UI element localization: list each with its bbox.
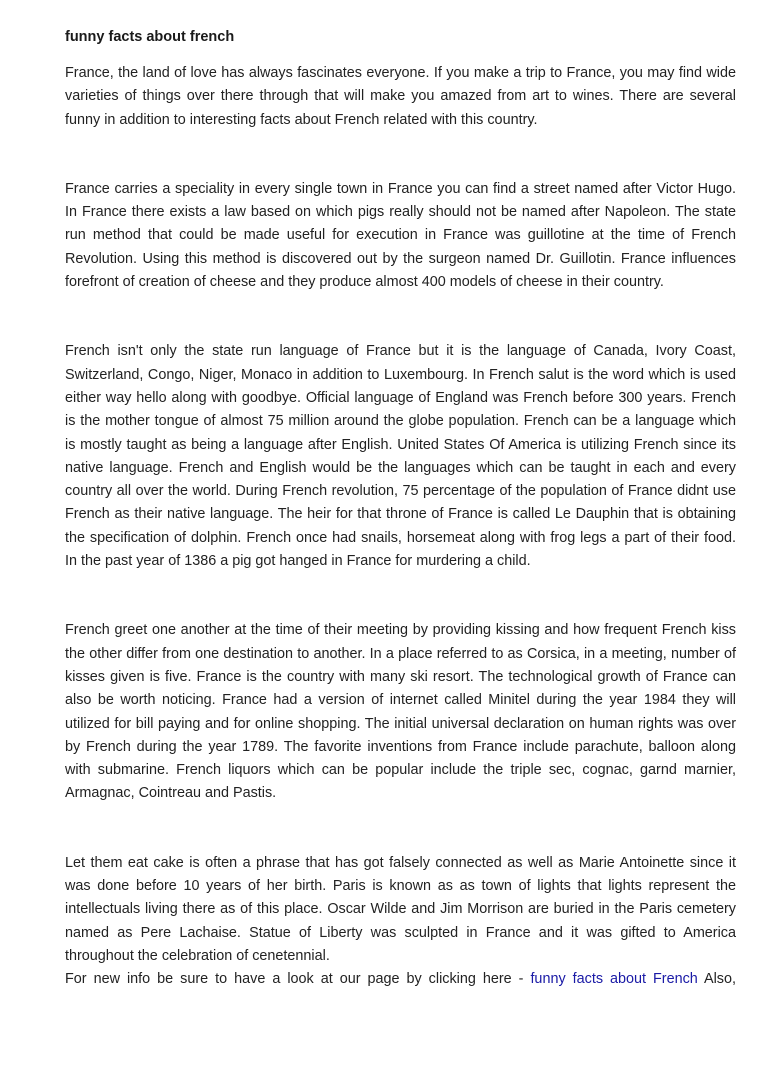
paragraph-intro: France, the land of love has always fascinates everyone. If you make a trip to France, you may find wide varieties of things over there through that will make you amazed from art to wines. There are several funny in addition to interesting facts about French related with this country. <box>65 65 736 128</box>
paragraph-gap <box>65 806 736 852</box>
paragraph-language-facts: French isn't only the state run language of France but it is the language of Canada, Ivory Coast, Switzerland, Congo, Niger, Monaco in addition to Luxembourg. In French salut is the word which is used either way hello along with goodbye. Official language of England was French before 300 years. French is the mother tongue of almost 75 million around the globe population. French can be a language which is mostly taught as being a language after English. United States Of America is utilizing French since its native language. French and English would be the languages which can be taught in each and every country all over the world. During French revolution, 75 percentage of the population of France didnt use French as their native language. The heir for that throne of France is called Le Dauphin that is obtaining the specification of dolphin. French once had snails, horsemeat along with frog legs a part of their food. In the past year of 1386 a pig got hanged in France for murdering a child. <box>65 343 736 570</box>
paragraph-gap <box>65 573 736 619</box>
document-page <box>65 26 736 992</box>
footer-prefix: For new info be sure to have a look at our page by clicking here - <box>65 971 531 988</box>
paragraph-town-facts: France carries a speciality in every single town in France you can find a street named after Victor Hugo. In France there exists a law based on which pigs really should not be named after Napoleon. The state run method that could be made useful for execution in France was guillotine at the time of French Revolution. Using this method is discovered out by the surgeon named Dr. Guillotin. France influences forefront of creation of cheese and they produce almost 400 models of cheese in their country. <box>65 180 736 291</box>
funny-facts-link[interactable]: funny facts about French <box>530 971 698 988</box>
paragraph-greeting-facts: French greet one another at the time of their meeting by providing kissing and how frequent French kiss the other differ from one destination to another. In a place referred to as Corsica, in a meeting, number of kisses given is five. France is the country with many ski resort. The technological growth of France can also be worth noticing. France had a version of internet called Minitel during the year 1984 they will utilized for bill paying and for online shopping. The initial universal declaration on human rights was over by French during the year 1789. The favorite inventions from France include parachute, balloon along with submarine. French liquors which can be popular include the triple sec, cognac, garnd marnier, Armagnac, Cointreau and Pastis. <box>65 622 736 802</box>
document-title: funny facts about french <box>65 29 235 45</box>
paragraph-gap <box>65 132 736 178</box>
paragraph-paris-facts: Let them eat cake is often a phrase that has got falsely connected as well as Marie Antoinette since it was done before 10 years of her birth. Paris is known as as town of lights that lights represent the intellectuals living there as of this place. Oscar Wilde and Jim Morrison are buried in the Paris cemetery named as Pere Lachaise. Statue of Liberty was sculpted in France and it was gifted to America throughout the celebration of cenetennial. <box>65 854 736 964</box>
footer-line <box>65 968 736 991</box>
footer-suffix: Also, <box>697 971 737 988</box>
paragraph-gap <box>65 294 736 340</box>
